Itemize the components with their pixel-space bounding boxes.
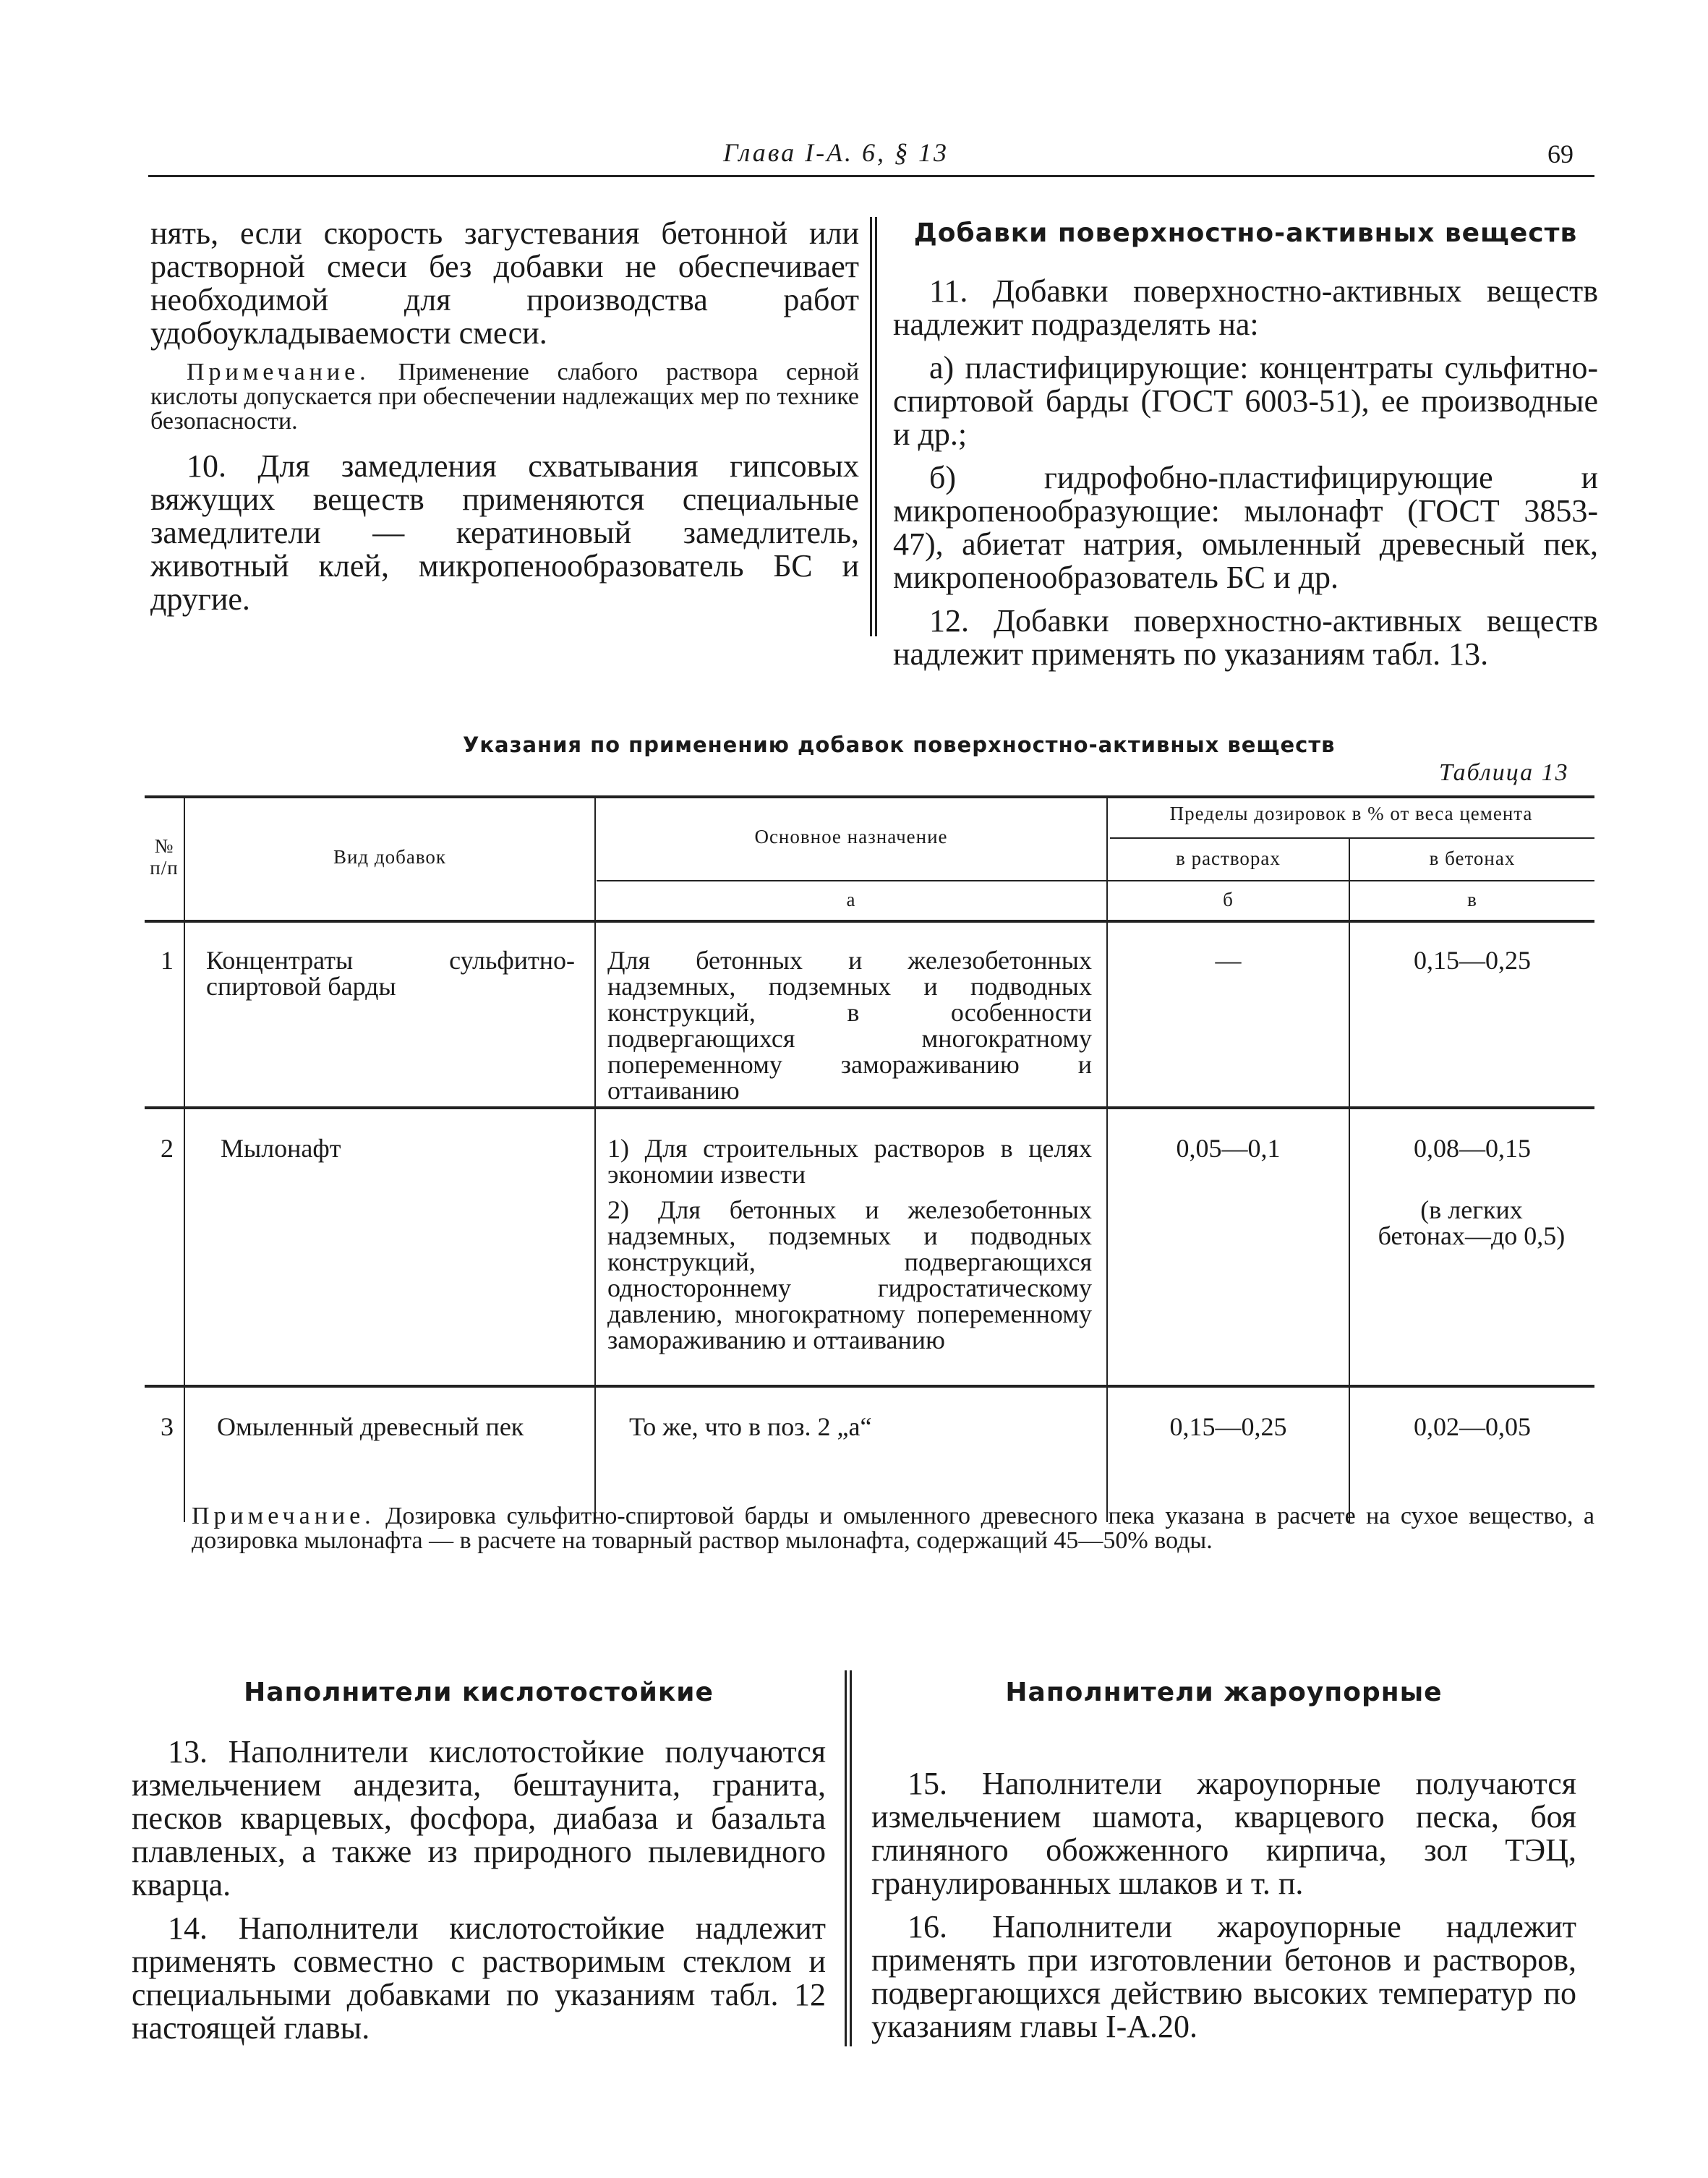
table-row-purpose-2: 2) Для бетонных и железобетонных надземных, подземных и подводных конструкций, подвергающихся одностороннему гидростатическому давлению, многократному попеременному замораживанию и оттаиванию [607, 1195, 1092, 1354]
table-row-concretes-note: (в легких бетонах—до 0,5) [1378, 1195, 1566, 1250]
header-col-v: в [1467, 889, 1477, 910]
paragraph-15: 15. Наполнители жароупорные получаются измельчением шамота, кварцевого песка, боя глиняного обожженного кирпича, зол ТЭЦ, гранулированных шлаков и т. п. [871, 1766, 1576, 1901]
running-header: Глава I-А. 6, § 13 [723, 138, 949, 167]
table-row-solutions: — [1215, 946, 1242, 975]
table-row-type: Концентраты сульфитно-спиртовой барды [206, 946, 575, 1001]
table-row-concretes: 0,08—0,15 [1414, 1134, 1531, 1163]
right-top-column [893, 217, 1598, 681]
paragraph-16: 16. Наполнители жароупорные надлежит применять при изготовлении бетонов и растворов, подвергающихся действию высоких температур по указаниям главы I-А.20. [871, 1909, 1576, 2044]
table-title: Указания по применению добавок поверхностно-активных веществ [463, 733, 1336, 757]
right-bottom-column [871, 1676, 1576, 2054]
table-row-purpose: Для бетонных и железобетонных надземных, подземных и подводных конструкций, в особенности подвергающихся многократному попеременному замораживанию и оттаиванию [607, 946, 1092, 1105]
table-row-num: 2 [161, 1134, 174, 1163]
section-heading-additives: Добавки поверхностно-активных веществ [913, 218, 1578, 248]
table-number: Таблица 13 [1439, 759, 1569, 786]
table-row-num: 3 [161, 1412, 174, 1441]
header-col-a: а [846, 889, 856, 910]
table-dosage-subrule [1110, 837, 1594, 839]
header-concretes: в бетонах [1429, 847, 1516, 869]
header-num: № п/п [150, 835, 179, 879]
header-purpose: Основное назначение [754, 826, 948, 847]
table-row-type: Омыленный древесный пек [217, 1412, 524, 1441]
table-row1-rule [145, 1106, 1594, 1109]
column-divider-bottom [845, 1670, 852, 2046]
table-row-solutions: 0,05—0,1 [1176, 1134, 1281, 1163]
paragraph-10: 10. Для замедления схватывания гипсовых вяжущих веществ применяются специальные замедлители — кератиновый замедлитель, животный клей, микропенообразователь БС и другие. [150, 448, 859, 617]
section-heading-heat-resistant: Наполнители жароупорные [1005, 1678, 1443, 1707]
table-row-purpose: То же, что в поз. 2 „а“ [629, 1412, 872, 1441]
page-number: 69 [1547, 140, 1574, 168]
table-top-rule [145, 795, 1594, 798]
paragraph-continuation: нять, если скорость загустевания бетонной или растворной смеси без добавки не обеспечивает необходимой для производства работ удобоукладываемости смеси. [150, 215, 859, 351]
note-block [150, 360, 859, 434]
table-note-text: Дозировка сульфитно-спиртовой барды и омыленного древесного пека указана в расчете на сухое вещество, а дозировка мылонафта — в расчете на товарный раствор мылонафта, содержащий 45—50% воды. [192, 1503, 1595, 1554]
paragraph-13: 13. Наполнители кислотостойкие получаются измельчением андезита, бештаунита, гранита, песков кварцевых, фосфора, диабаза и базальта плавленых, а также из природного пылевидного кварца. [132, 1734, 826, 1902]
table-header-bottom-rule [145, 920, 1594, 923]
left-top-column [150, 217, 859, 626]
table-row-type: Мылонафт [221, 1134, 341, 1163]
paragraph-12: 12. Добавки поверхностно-активных веществ надлежит применять по указаниям табл. 13. [893, 603, 1598, 672]
table-note-label: Примечание. [192, 1503, 375, 1529]
table-letters-rule [597, 880, 1594, 881]
note-text: Применение слабого раствора серной кислоты допускается при обеспечении надлежащих мер по технике безопасности. [150, 359, 860, 435]
header-solutions: в растворах [1176, 847, 1281, 869]
paragraph-11b: б) гидрофобно-пластифицирующие и микропенообразующие: мылонафт (ГОСТ 3853-47), абиетат натрия, омыленный древесный пек, микропенообразователь БС и др. [893, 460, 1598, 595]
paragraph-14: 14. Наполнители кислотостойкие надлежит применять совместно с растворимым стеклом и специальными добавками по указаниям табл. 12 настоящей главы. [132, 1910, 826, 2046]
table-row-concretes: 0,15—0,25 [1414, 946, 1531, 975]
paragraph-11: 11. Добавки поверхностно-активных веществ надлежит подразделять на: [893, 273, 1598, 342]
header-type: Вид добавок [333, 846, 447, 868]
table-row-purpose: 1) Для строительных растворов в целях экономии извести [607, 1134, 1092, 1189]
table-row-num: 1 [161, 946, 174, 975]
section-heading-acid-resistant: Наполнители кислотостойкие [244, 1678, 714, 1707]
header-rule [148, 175, 1594, 177]
column-divider-top [870, 217, 877, 636]
table-row2-rule [145, 1385, 1594, 1388]
table-vline-1 [184, 795, 185, 1522]
table-row-concretes: 0,02—0,05 [1414, 1412, 1531, 1441]
paragraph-11a: а) пластифицирующие: концентраты сульфитно-спиртовой барды (ГОСТ 6003-51), ее производные и др.; [893, 350, 1598, 452]
header-dosage: Пределы дозировок в % от веса цемента [1169, 803, 1533, 824]
note-label: Примечание. [187, 359, 370, 385]
table-note [192, 1504, 1594, 1553]
header-col-b: б [1223, 889, 1234, 910]
left-bottom-column [132, 1676, 826, 2055]
table-row-solutions: 0,15—0,25 [1169, 1412, 1287, 1441]
